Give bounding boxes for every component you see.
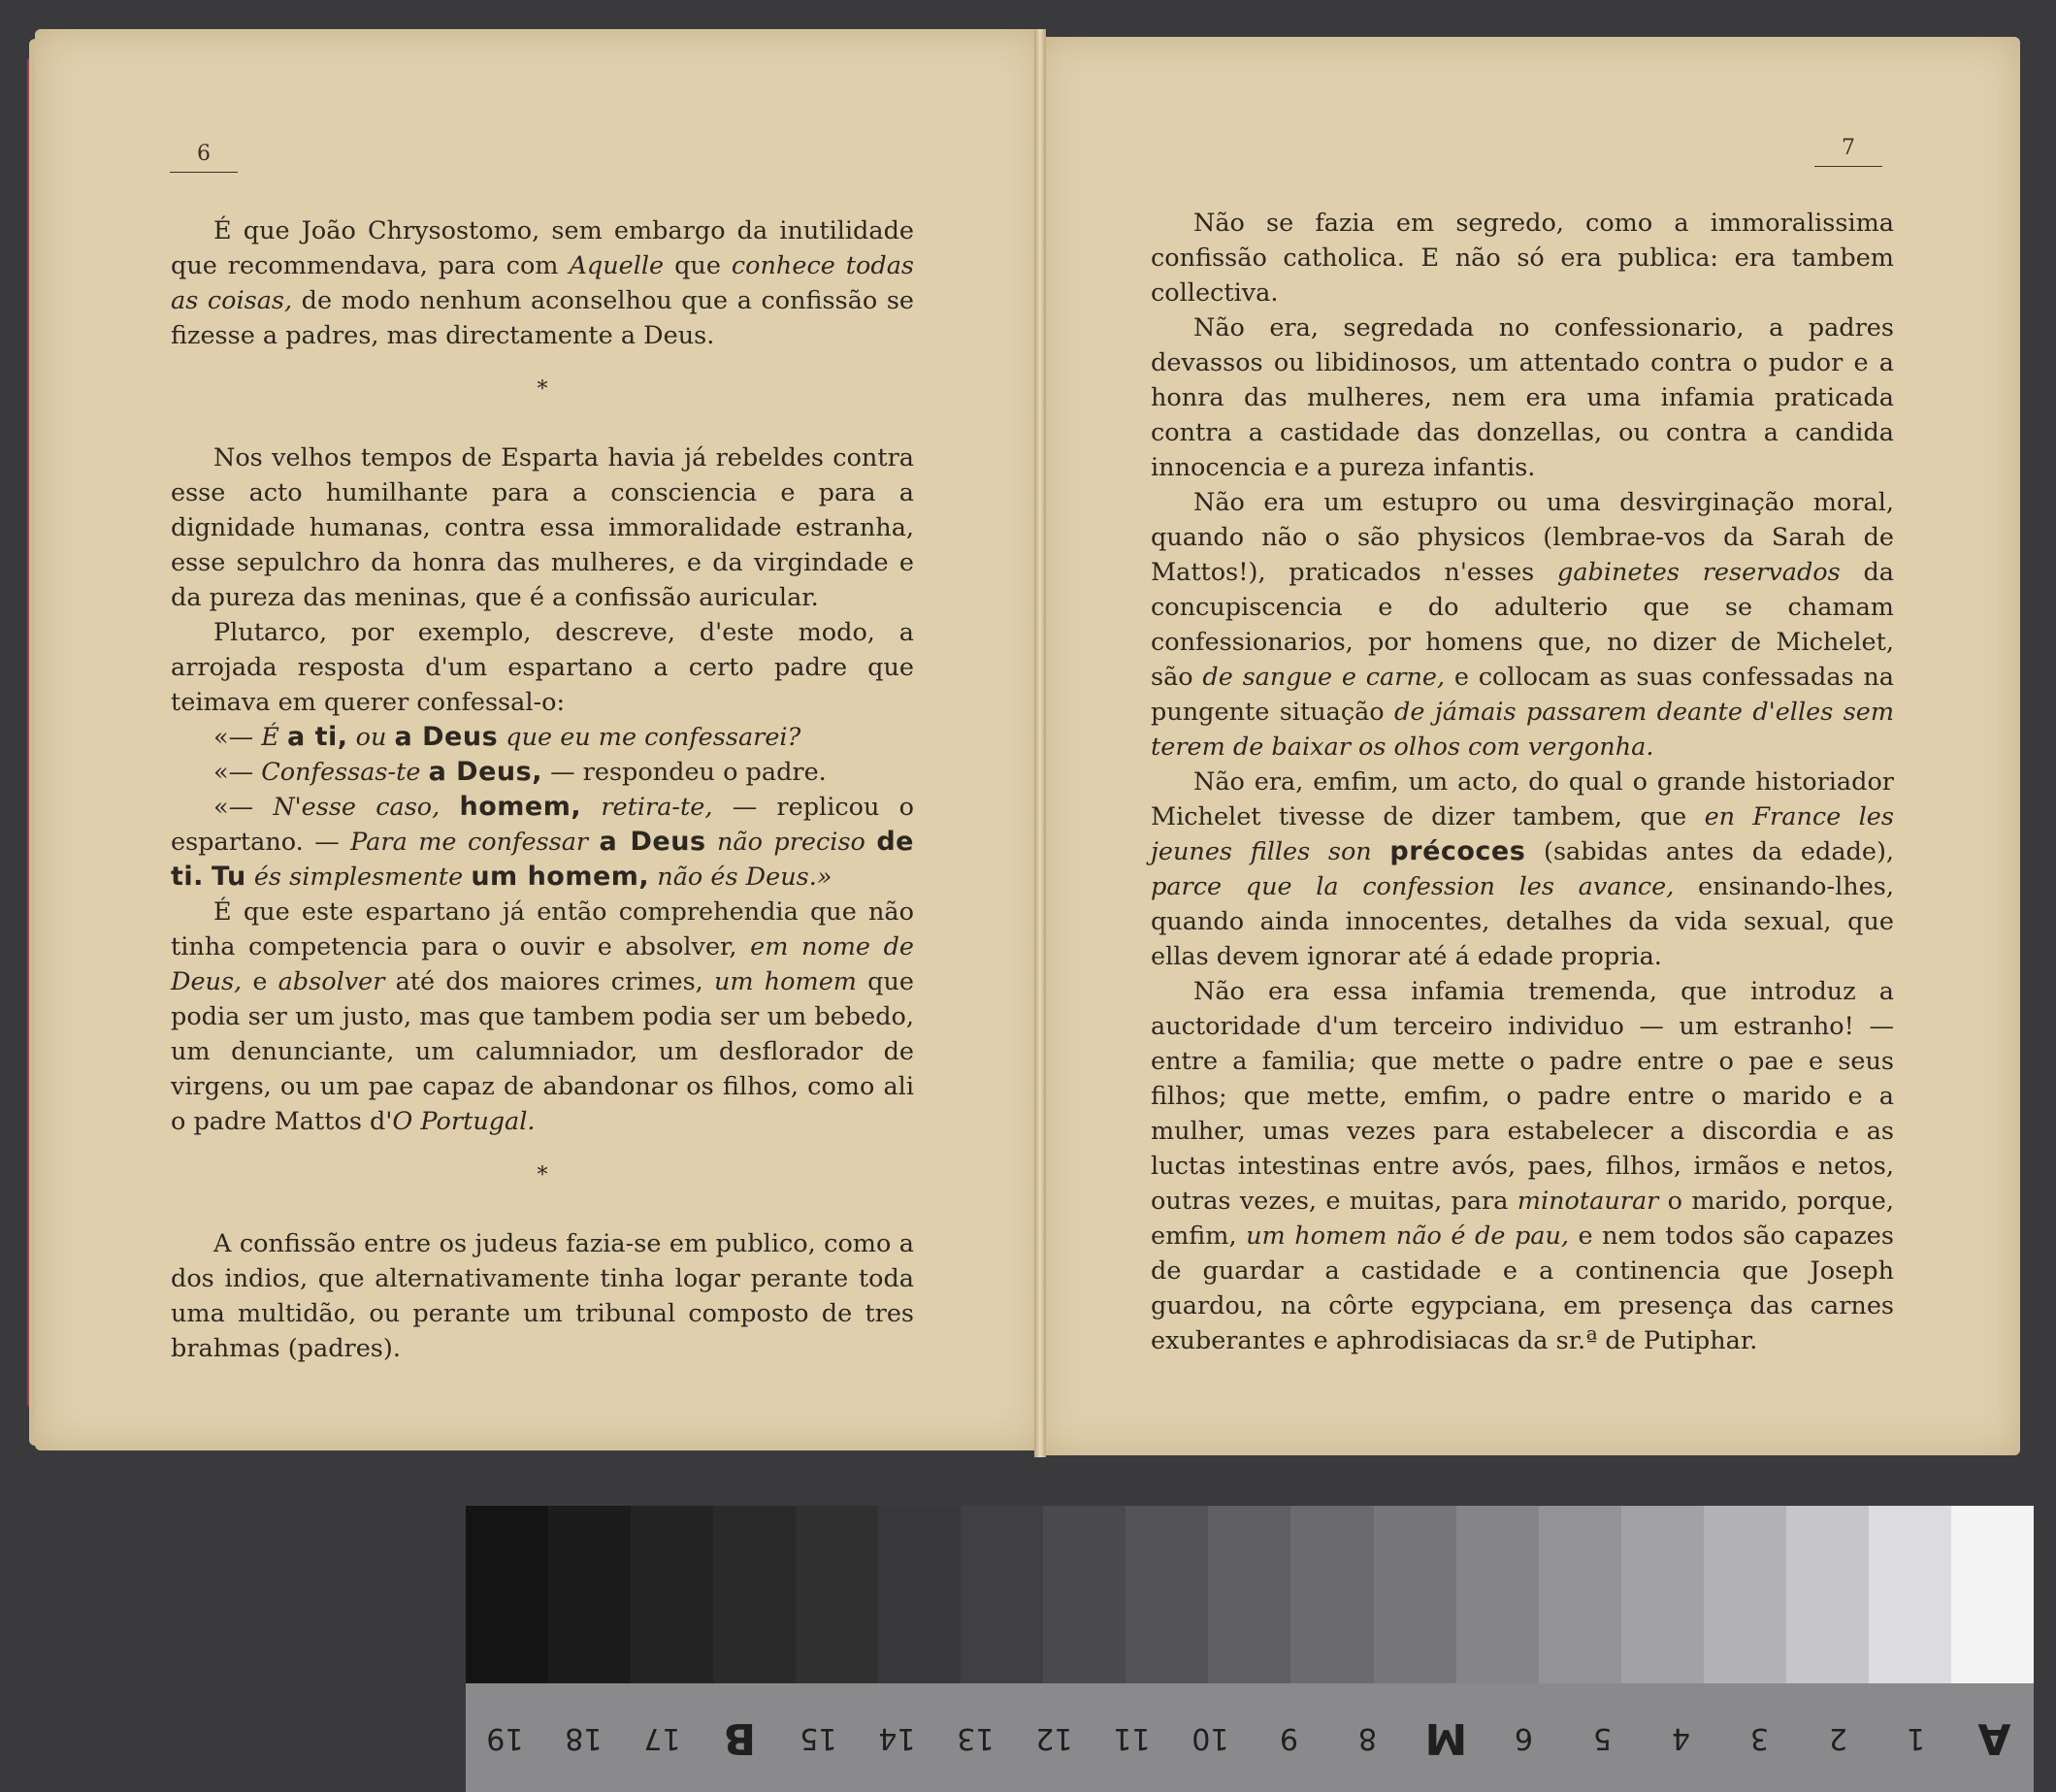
- text-span: Não era um estupro ou uma desvirginação moral, quando não o são physicos (lembrae-vos da Sarah de Mattos!), praticados n'esses: [1151, 488, 1894, 587]
- gray-swatch: [1374, 1506, 1456, 1683]
- italic-span: de sangue e carne,: [1202, 663, 1446, 692]
- scale-label: 14: [878, 1720, 916, 1755]
- text-span: — replicou o espartano. —: [171, 793, 914, 857]
- scale-label: 17: [642, 1720, 681, 1755]
- text-span: que podia ser um justo, mas que tambem podia ser um bebedo, um denunciante, um calumniador, um desflorador de virgens, ou um pae capaz de abandonar os filhos, como ali o padre Mattos d': [171, 967, 914, 1136]
- paragraph: [1151, 485, 1894, 765]
- scale-label: B: [724, 1712, 757, 1763]
- paragraph: [171, 213, 914, 353]
- italic-span: não és Deus.»: [649, 863, 832, 892]
- text-span: «—: [213, 758, 262, 787]
- scale-label: 11: [1113, 1720, 1151, 1755]
- gray-swatch: [1869, 1506, 1951, 1683]
- text-span: Não era essa infamia tremenda, que introduz a auctoridade d'um terceiro individuo — um estranho! — entre a familia; que mette o padre entre o pae e seus filhos; que mette, emfim, o padre entre o marido e a mulher, umas vezes para estabelecer a discordia e as luctas intestinas entre avós, paes, filhos, irmãos e netos, outras vezes, e muitas, para: [1151, 977, 1894, 1216]
- gray-swatch: [1126, 1506, 1208, 1683]
- section-separator: *: [537, 377, 548, 402]
- paragraph: Não era, segredada no confessionario, a padres devassos ou libidinosos, um attentado contra o pudor e a honra das mulheres, nem era uma infamia praticada contra a castidade das donzellas, ou contra a candida innocencia e a pureza infantis.: [1151, 313, 1894, 482]
- scale-label: 1: [1907, 1720, 1926, 1755]
- paragraph: [1151, 974, 1894, 1358]
- scale-label: 9: [1279, 1720, 1298, 1755]
- gray-swatch: [961, 1506, 1043, 1683]
- text-span: [204, 863, 212, 892]
- italic-span: retira-te,: [581, 793, 713, 822]
- italic-span: absolver: [277, 967, 385, 996]
- scale-label: 3: [1749, 1720, 1769, 1755]
- gray-swatches: [466, 1506, 2034, 1683]
- paragraph: [1151, 765, 1894, 974]
- paragraph: A confissão entre os judeus fazia-se em publico, como a dos indios, que alternativamente tinha logar perante toda uma multidão, ou perante um tribunal composto de tres brahmas (padres).: [171, 1229, 914, 1363]
- paragraph: Plutarco, por exemplo, descreve, d'este modo, a arrojada resposta d'um espartano a certo padre que teimava em querer confessal-o:: [171, 618, 914, 717]
- bold-span: homem,: [459, 792, 582, 822]
- text-span: — respondeu o padre.: [541, 758, 827, 787]
- text-span: e nem todos são capazes de guardar a castidade e a continencia que Joseph guardou, na côrte egypciana, em presença das carnes exuberantes e aphrodisiacas da sr.ª de Putiphar.: [1151, 1222, 1894, 1355]
- text-span: que: [664, 251, 732, 280]
- dialogue-line: [171, 755, 914, 790]
- gray-swatch: [631, 1506, 713, 1683]
- scale-label: 10: [1191, 1720, 1229, 1755]
- text-span: ensinando-lhes, quando ainda innocentes, detalhes da vida sexual, que ellas devem ignorar até á edade propria.: [1151, 872, 1894, 971]
- text-span: «—: [213, 793, 274, 822]
- page-number-left: 6: [170, 142, 238, 173]
- italic-span: és simplesmente: [245, 863, 472, 892]
- paragraph: Não se fazia em segredo, como a immoralissima confissão catholica. E não só era publica: era tambem collectiva.: [1151, 209, 1894, 308]
- gray-swatch: [1456, 1506, 1539, 1683]
- scale-label: 13: [957, 1720, 995, 1755]
- text-span: [1372, 837, 1390, 866]
- gray-swatch: [1539, 1506, 1621, 1683]
- italic-span: gabinetes reservados: [1557, 558, 1841, 587]
- italic-span: não preciso: [705, 828, 877, 857]
- text-span: o marido, porque, emfim,: [1151, 1187, 1894, 1251]
- paragraph: Nos velhos tempos de Esparta havia já rebeldes contra esse acto humilhante para a consciencia e para a dignidade humanas, contra essa immoralidade estranha, esse sepulchro da honra das mulheres, e da virgindade e da pureza das meninas, que é a confissão auricular.: [171, 443, 914, 612]
- page-number-right: 7: [1814, 136, 1882, 167]
- text-span: de modo nenhum aconselhou que a confissão se fizesse a padres, mas directamente a Deus.: [171, 286, 914, 350]
- scale-label: 19: [486, 1720, 524, 1755]
- italic-span: que eu me confessarei?: [498, 723, 801, 752]
- scale-label: 8: [1357, 1720, 1377, 1755]
- italic-span: O Portugal.: [392, 1107, 536, 1136]
- text-span: «—: [213, 723, 262, 752]
- bold-span: um homem,: [471, 862, 650, 892]
- bold-span: Tu: [212, 862, 246, 892]
- italic-span: É: [261, 723, 287, 752]
- scale-label: 2: [1828, 1720, 1847, 1755]
- gray-swatch: [878, 1506, 961, 1683]
- scale-label: 4: [1671, 1720, 1690, 1755]
- left-page-text: [171, 213, 914, 1366]
- dialogue-line: [171, 720, 914, 755]
- text-span: É que este espartano já então comprehendia que não tinha competencia para o ouvir e absolver,: [171, 897, 914, 961]
- scale-label: 12: [1034, 1720, 1073, 1755]
- italic-span: minotaurar: [1517, 1187, 1659, 1216]
- text-span: (sabidas antes da edade),: [1525, 837, 1895, 866]
- text-span: Não era, emfim, um acto, do qual o grande historiador Michelet tivesse de dizer tambem, que: [1151, 767, 1894, 831]
- scale-label: 6: [1515, 1720, 1534, 1755]
- gray-swatch: [1621, 1506, 1704, 1683]
- italic-span: de jámais passarem deante d'elles sem terem de baixar os olhos com vergonha.: [1151, 698, 1895, 762]
- italic-span: en France les jeunes filles son: [1151, 802, 1894, 866]
- scale-label: M: [1424, 1712, 1467, 1763]
- gray-swatch: [1290, 1506, 1373, 1683]
- book-gutter: [1034, 29, 1046, 1457]
- scale-label: 18: [565, 1720, 603, 1755]
- bold-span: a Deus: [599, 827, 706, 857]
- paragraph: [171, 895, 914, 1139]
- scale-label: A: [1977, 1712, 2011, 1763]
- color-calibration-card: [466, 1506, 2034, 1792]
- section-separator: *: [537, 1163, 548, 1188]
- gray-swatch: [1951, 1506, 2034, 1683]
- gray-swatch: [1043, 1506, 1126, 1683]
- italic-span: Confessas-te: [261, 758, 429, 787]
- gray-swatch: [466, 1506, 548, 1683]
- bold-span: de ti.: [171, 827, 914, 892]
- italic-span: Para me confessar: [350, 828, 600, 857]
- text-span: É que João Chrysostomo, sem embargo da inutilidade que recommendava, para com: [171, 216, 914, 280]
- italic-span: um homem: [713, 967, 857, 996]
- bold-span: précoces: [1389, 836, 1526, 866]
- gray-swatch: [1786, 1506, 1869, 1683]
- right-page-text: [1151, 206, 1894, 1358]
- text-span: da concupiscencia e do adulterio que se chamam confessionarios, por homens que, no dizer de Michelet, são: [1151, 558, 1894, 692]
- text-span: e collocam as suas confessadas na pungente situação: [1151, 663, 1895, 727]
- italic-span: conhece todas as coisas,: [171, 251, 914, 315]
- italic-span: parce que la confession les avance,: [1151, 872, 1675, 901]
- italic-span: um homem não é de pau,: [1246, 1222, 1570, 1251]
- text-span: até dos maiores crimes,: [384, 967, 714, 996]
- bold-span: a Deus: [394, 722, 499, 752]
- gray-swatch: [1704, 1506, 1786, 1683]
- gray-swatch: [548, 1506, 631, 1683]
- text-span: e: [242, 967, 278, 996]
- bold-span: a ti,: [286, 722, 348, 752]
- italic-span: Aquelle: [569, 251, 665, 280]
- gray-swatch: [1208, 1506, 1290, 1683]
- italic-span: em nome de Deus,: [171, 932, 914, 996]
- gray-swatch: [796, 1506, 878, 1683]
- ruler-scale: [466, 1683, 2034, 1792]
- italic-span: ou: [347, 723, 395, 752]
- scale-label: 5: [1593, 1720, 1613, 1755]
- bold-span: a Deus,: [428, 757, 542, 787]
- gray-swatch: [713, 1506, 796, 1683]
- dialogue-line: [171, 790, 914, 895]
- italic-span: N'esse caso,: [273, 793, 460, 822]
- scale-label: 15: [800, 1720, 837, 1755]
